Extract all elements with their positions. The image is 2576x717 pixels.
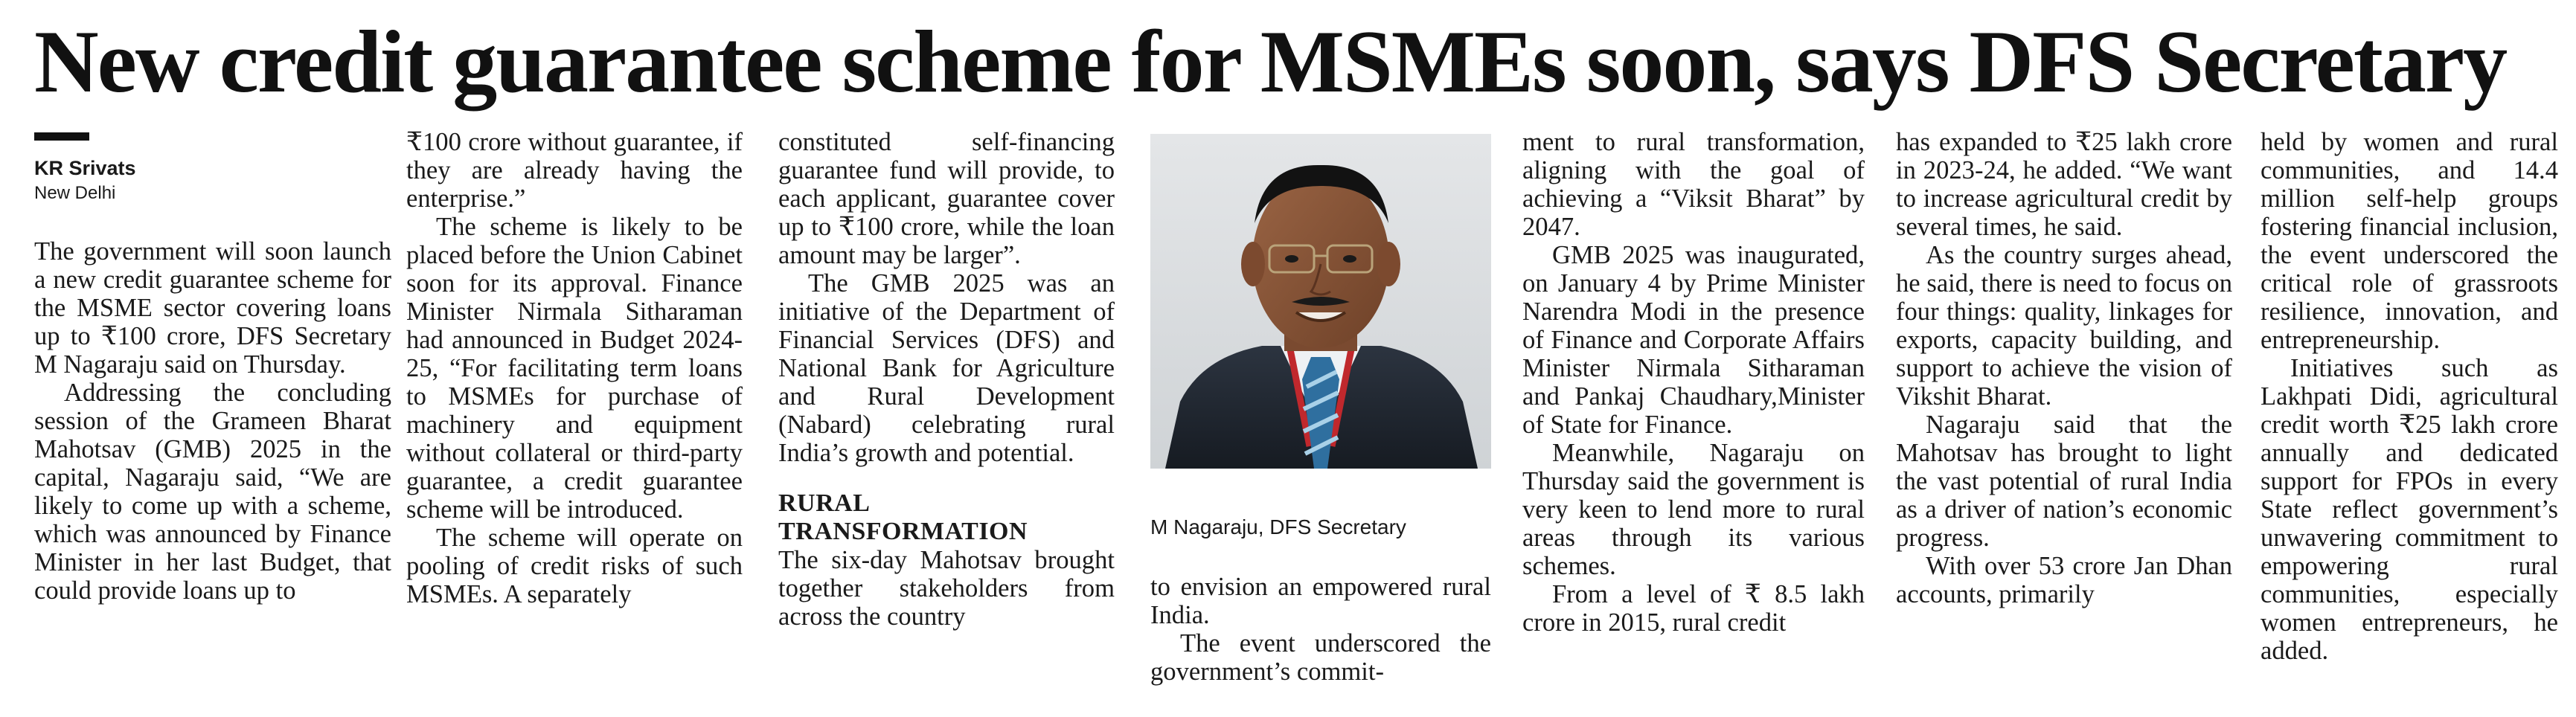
section-subhead: RURAL TRANSFORMATION xyxy=(778,489,1028,545)
paragraph: GMB 2025 was inaugurated, on January 4 by Prime Minister Narendra Modi in the presence of Finance and Corporate Affairs Minister Nirmala Sitharaman and Pankaj Chaudhary,Minister of State for Finance. xyxy=(1522,241,1865,439)
portrait-illustration xyxy=(1150,134,1491,469)
paragraph: The government will soon launch a new credit guarantee scheme for the MSME sector covering loans up to ₹100 crore, DFS Secretary M Nagaraju said on Thursday. xyxy=(34,237,391,379)
headline: New credit guarantee scheme for MSMEs soon, says DFS Secretary xyxy=(34,12,2507,111)
article-column-3 xyxy=(778,128,1115,708)
paragraph: With over 53 crore Jan Dhan accounts, primarily xyxy=(1896,552,2232,608)
article-column-1 xyxy=(34,128,391,708)
column-4-text xyxy=(1150,573,1491,686)
article-column-7 xyxy=(2261,128,2558,708)
portrait-photo xyxy=(1150,134,1491,469)
paragraph: Meanwhile, Nagaraju on Thursday said the government is very keen to lend more to rural areas through its various schemes. xyxy=(1522,439,1865,580)
paragraph: Addressing the concluding session of the Grameen Bharat Mahotsav (GMB) 2025 in the capital, Nagaraju said, “We are likely to come up with a scheme, which was announced by Finance Minister in her last Budget, that could provide loans up to xyxy=(34,379,391,605)
article-column-6 xyxy=(1896,128,2232,708)
article-column-5 xyxy=(1522,128,1865,708)
paragraph: held by women and rural communities, and 14.4 million self-help groups fostering financial inclusion, the event underscored the critical role of grassroots resilience, innovation, and entrepreneurship. xyxy=(2261,128,2558,354)
byline-dateline: New Delhi xyxy=(34,183,116,203)
paragraph: From a level of ₹ 8.5 lakh crore in 2015, rural credit xyxy=(1522,580,1865,637)
paragraph: The event underscored the government’s commit- xyxy=(1150,629,1491,686)
paragraph: As the country surges ahead, he said, there is need to focus on four things: quality, linkages for exports, capacity building, and support to achieve the vision of Vikshit Bharat. xyxy=(1896,241,2232,411)
paragraph: The six-day Mahotsav brought together stakeholders from across the country xyxy=(778,546,1115,631)
byline-rule xyxy=(34,132,89,141)
paragraph: ment to rural transformation, aligning with the goal of achieving a “Viksit Bharat” by 2047. xyxy=(1522,128,1865,241)
photo-caption: M Nagaraju, DFS Secretary xyxy=(1150,515,1406,538)
paragraph: Nagaraju said that the Mahotsav has brought to light the vast potential of rural India as a driver of nation’s economic progress. xyxy=(1896,411,2232,552)
paragraph: to envision an empowered rural India. xyxy=(1150,573,1491,629)
paragraph: has expanded to ₹25 lakh crore in 2023-24, he added. “We want to increase agricultural credit by several times, he said. xyxy=(1896,128,2232,241)
article-column-2 xyxy=(406,128,743,708)
paragraph: The GMB 2025 was an initiative of the Department of Financial Services (DFS) and National Bank for Agriculture and Rural Development (Nabard) celebrating rural India’s growth and potential. xyxy=(778,269,1115,467)
paragraph: constituted self-financing guarantee fund will provide, to each applicant, guarantee cover up to ₹100 crore, while the loan amount may be larger”. xyxy=(778,128,1115,269)
paragraph: Initiatives such as Lakhpati Didi, agricultural credit worth ₹25 lakh crore annually and dedicated support for FPOs in every State reflect government’s unwavering commitment to empowering rural communities, especially women entrepreneurs, he added. xyxy=(2261,354,2558,665)
paragraph: ₹100 crore without guarantee, if they are already having the enterprise.” xyxy=(406,128,743,213)
paragraph: The scheme will operate on pooling of credit risks of such MSMEs. A separately xyxy=(406,524,743,608)
paragraph: The scheme is likely to be placed before the Union Cabinet soon for its approval. Finance Minister Nirmala Sitharaman had announced in Budget 2024-25, “For facilitating term loans to MSMEs for purchase of machinery and equipment without collateral or third-party guarantee, a credit guarantee scheme will be introduced. xyxy=(406,213,743,524)
portrait-figure xyxy=(1150,134,1491,538)
byline-author: KR Srivats xyxy=(34,157,136,179)
